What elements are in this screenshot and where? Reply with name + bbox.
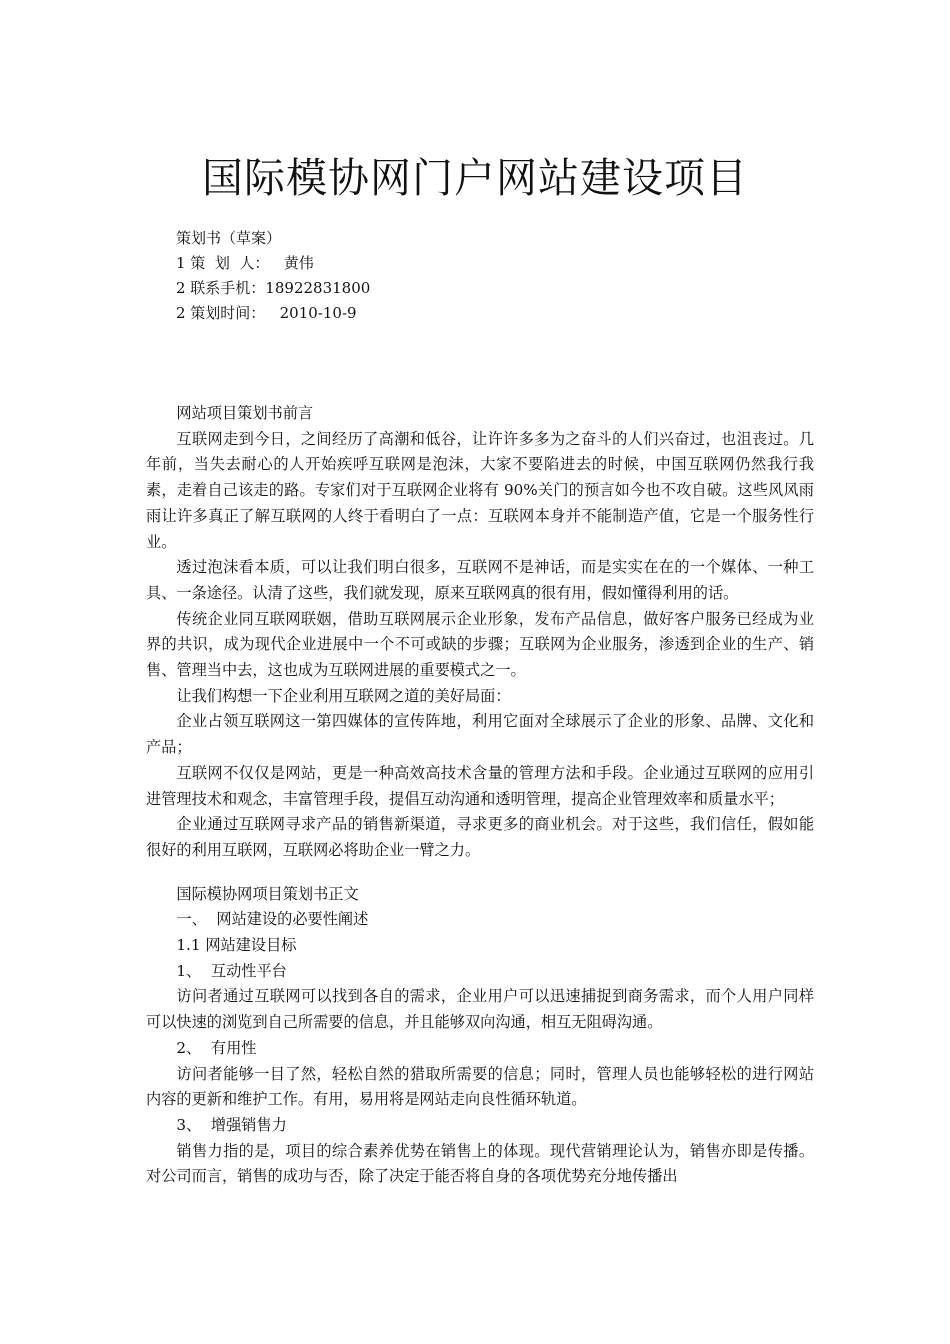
preface-paragraph-6: 互联网不仅仅是网站，更是一种高效高技术含量的管理方法和手段。企业通过互联网的应用引进管理技术和观念，丰富管理手段，提倡互动沟通和透明管理，提高企业管理效率和质量水平； bbox=[146, 763, 814, 808]
subsection-1-1-heading: 1.1 网站建设目标 bbox=[176, 936, 297, 955]
preface-paragraph-1: 互联网走到今日，之间经历了高潮和低谷，让许许多多为之奋斗的人们兴奋过，也沮丧过。几年前，当失去耐心的人开始疾呼互联网是泡沫，大家不要陷进去的时候，中国互联网仍然我行我素，走着自己该走的路。专家们对于互联网企业将有 90%关门的预言如今也不攻自破。这些风风雨雨让许多真正了解互联网的人终于看明白了一点：互联网本身并不能制造产值，它是一个服务性行业。 bbox=[146, 429, 814, 551]
meta-date: 2 策划时间： 2010-10-9 bbox=[176, 304, 357, 322]
item-1-title: 1、 互动性平台 bbox=[176, 961, 287, 980]
item-2-title: 2、 有用性 bbox=[176, 1038, 257, 1057]
document-meta bbox=[176, 226, 370, 326]
item-3-text: 销售力指的是，项目的综合素养优势在销售上的体现。现代营销理论认为，销售亦即是传播。对公司而言，销售的成功与否，除了决定于能否将自身的各项优势充分地传播出 bbox=[146, 1141, 814, 1186]
section-spacer bbox=[146, 864, 814, 882]
document-title: 国际模协网门户网站建设项目 bbox=[202, 154, 748, 202]
meta-planner: 1 策 划 人： 黄伟 bbox=[176, 254, 314, 272]
preface-paragraph-7: 企业通过互联网寻求产品的销售新渠道，寻求更多的商业机会。对于这些，我们信任，假如能很好的利用互联网，互联网必将助企业一臂之力。 bbox=[146, 815, 814, 859]
preface-heading: 网站项目策划书前言 bbox=[176, 404, 314, 422]
preface-paragraph-4: 让我们构想一下企业利用互联网之道的美好局面： bbox=[176, 686, 511, 705]
item-3-title: 3、 增强销售力 bbox=[176, 1115, 287, 1134]
section-1-heading: 一、 网站建设的必要性阐述 bbox=[176, 910, 369, 929]
meta-doc-type: 策划书（草案） bbox=[176, 229, 282, 247]
item-1-text: 访问者通过互联网可以找到各自的需求，企业用户可以迅速捕捉到商务需求，而个人用户同样可以快速的浏览到自己所需要的信息，并且能够双向沟通，相互无阻碍沟通。 bbox=[146, 987, 814, 1032]
meta-phone: 2 联系手机：18922831800 bbox=[176, 279, 371, 297]
document-body bbox=[146, 401, 814, 1190]
item-2-text: 访问者能够一目了然，轻松自然的猎取所需要的信息；同时，管理人员也能够轻松的进行网站内容的更新和维护工作。有用，易用将是网站走向良性循环轨道。 bbox=[146, 1064, 814, 1109]
main-heading: 国际模协网项目策划书正文 bbox=[176, 884, 359, 903]
preface-paragraph-2: 透过泡沫看本质，可以让我们明白很多，互联网不是神话，而是实实在在的一个媒体、一种工具、一条途径。认清了这些，我们就发现，原来互联网真的很有用，假如懂得利用的话。 bbox=[146, 558, 814, 602]
preface-paragraph-5: 企业占领互联网这一第四媒体的宣传阵地，利用它面对全球展示了企业的形象、品牌、文化和产品； bbox=[146, 712, 814, 757]
preface-paragraph-3: 传统企业同互联网联姻，借助互联网展示企业形象，发布产品信息，做好客户服务已经成为业界的共识，成为现代企业进展中一个不可或缺的步骤；互联网为企业服务，渗透到企业的生产、销售、管理当中去，这也成为互联网进展的重要模式之一。 bbox=[146, 609, 814, 680]
